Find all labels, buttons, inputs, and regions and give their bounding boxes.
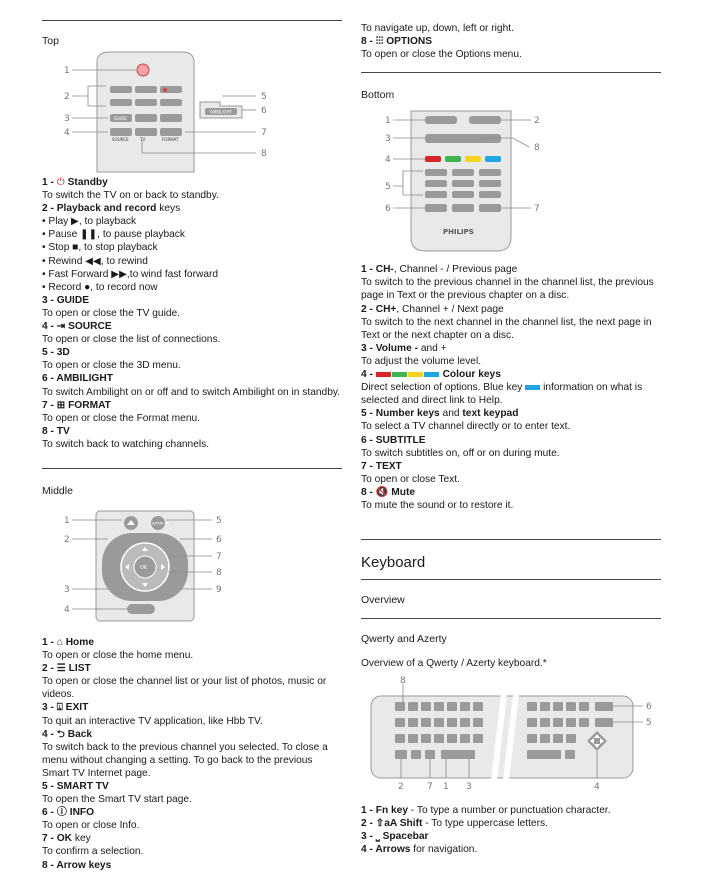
remote-middle-figure	[42, 509, 342, 633]
tv-key-label: TV	[140, 137, 146, 142]
middle-descriptions: 1 - ⌂ Home To open or close the home menu. 2 - ☰ LIST To open or close the channel list or your list of photos, music or videos. 3 - ⍗ EXIT To quit an interactive TV application, like Hbb TV. 4 - ⮌ Back To switch back to the previous channel you selected. To close a menu without changing a setting. To go back to the previous Smart TV Internet page. 5 - SMART TV To open the Smart TV start page. 6 - ⓘ INFO To open or close Info. 7 - OK key To confirm a selection. 8 - Arrow keys	[42, 636, 328, 871]
callout-4: 4	[64, 128, 70, 138]
blue-swatch	[424, 372, 439, 377]
divider	[361, 579, 661, 580]
blue-key-swatch	[525, 385, 540, 390]
divider	[361, 539, 661, 540]
svg-text:9: 9	[216, 584, 222, 595]
divider	[361, 72, 661, 73]
red-swatch	[376, 372, 391, 377]
divider	[361, 618, 661, 619]
bottom-heading: Bottom	[361, 89, 395, 102]
svg-text:2: 2	[64, 534, 70, 545]
callout-6: 6	[261, 106, 267, 116]
keyboard-figure	[361, 676, 661, 804]
yellow-swatch	[408, 372, 423, 377]
ambilight-key-label: AMBILIGHT	[210, 109, 233, 115]
callout-1: 1	[64, 66, 70, 76]
svg-text:8: 8	[400, 676, 406, 687]
svg-text:6: 6	[646, 702, 652, 713]
bullet-item: • Stop ■, to stop playback	[42, 242, 158, 254]
svg-text:4: 4	[594, 782, 600, 793]
svg-text:1: 1	[385, 116, 391, 127]
svg-text:4: 4	[64, 604, 70, 615]
remote-top-figure	[42, 50, 342, 174]
green-key	[445, 156, 461, 162]
svg-text:7: 7	[216, 551, 222, 562]
yellow-key	[465, 156, 481, 162]
bullet-item: • Pause ❚❚, to pause playback	[42, 229, 185, 241]
left-column	[42, 0, 342, 872]
ok-key-label: OK	[140, 564, 148, 571]
bottom-descriptions: 1 - CH-, Channel - / Previous page To switch to the previous channel in the channel list, the previous page in Text or the previous chapter on a disc. 2 - CH+, Channel + / Next page To switch to the next channel in the channel list, the next page in Text or the next chapter on a disc. 3 - Volume - and + To adjust the volume level. 4 - Colour keys Direct selection of options. Blue key information on what is selected and direct link to Help. 5 - Number keys and text keypad To select a TV channel directly or to enter text. 6 - SUBTITLE To switch subtitles on, off or on during mute. 7 - TEXT To open or close Text. 8 - 🔇 Mute To mute the sound or to restore it.	[361, 264, 654, 511]
source-key-label: SOURCE	[112, 137, 129, 142]
svg-text:5: 5	[646, 718, 652, 729]
divider	[42, 20, 342, 21]
svg-text:7: 7	[534, 204, 540, 215]
svg-text:3: 3	[466, 782, 472, 793]
svg-text:6: 6	[216, 534, 222, 545]
right-top-lines: To navigate up, down, left or right. 8 - ⫶⫶⫶ OPTIONS To open or close the Options menu.	[361, 23, 522, 61]
red-key	[425, 156, 441, 162]
blue-key	[485, 156, 501, 162]
keyboard-descriptions: 1 - Fn key - To type a number or punctuation character. 2 - ⇧aA Shift - To type uppercase letters. 3 - ⎵ Spacebar 4 - Arrows for navigation.	[361, 805, 611, 856]
smart-key-label: SMART TV	[152, 521, 170, 526]
svg-text:2: 2	[398, 782, 404, 793]
svg-text:5: 5	[385, 182, 391, 193]
svg-text:2: 2	[534, 116, 540, 127]
guide-key-label: GUIDE	[114, 116, 127, 121]
callout-8: 8	[261, 149, 267, 159]
overview-heading: Overview	[361, 594, 405, 607]
callout-3: 3	[64, 114, 70, 124]
svg-text:1: 1	[443, 782, 449, 793]
bullet-item: • Record ●, to record now	[42, 281, 158, 293]
format-key-label: FORMAT	[162, 137, 179, 142]
standby-icon: ⏻	[56, 177, 65, 188]
svg-text:8: 8	[216, 567, 222, 578]
top-descriptions: 1 - ⏻ Standby To switch the TV on or back to standby. 2 - Playback and record keys • Play ▶, to playback • Pause ❚❚, to pause playback • Stop ■, to stop playback • Rewind ◀◀, to rewind • Fast Forward ▶▶,to wind fast forward • Record ●, to record now 3 - GUIDE To open or close the TV guide. 4 - ⇥ SOURCE To open or close the list of connections. 5 - 3D To open or close the 3D menu. 6 - AMBILIGHT To switch Ambilight on or off and to switch Ambilight on in standby. 7 - ⊞ FORMAT To open or close the Format menu. 8 - TV To switch back to watching channels.	[42, 177, 341, 450]
callout-5: 5	[261, 92, 267, 102]
bullet-item: • Fast Forward ▶▶,to wind fast forward	[42, 268, 219, 280]
svg-text:1: 1	[64, 515, 70, 526]
qwerty-heading: Qwerty and Azerty	[361, 633, 447, 646]
svg-text:6: 6	[385, 204, 391, 215]
bullet-item: • Rewind ◀◀, to rewind	[42, 255, 148, 267]
divider	[42, 468, 342, 469]
svg-text:3: 3	[64, 584, 70, 595]
svg-text:5: 5	[216, 515, 222, 526]
right-column	[361, 0, 661, 857]
remote-bottom-figure	[361, 109, 661, 259]
keyboard-heading: Keyboard	[361, 554, 426, 572]
svg-text:3: 3	[385, 134, 391, 145]
svg-text:4: 4	[385, 155, 391, 166]
bullet-item: • Play ▶, to playback	[42, 216, 137, 228]
top-heading: Top	[42, 35, 59, 47]
svg-text:7: 7	[427, 782, 433, 793]
callout-2: 2	[64, 92, 70, 102]
callout-7: 7	[261, 128, 267, 138]
philips-logo: PHILIPS	[443, 228, 474, 237]
keyboard-intro: Overview of a Qwerty / Azerty keyboard.*	[361, 658, 547, 670]
green-swatch	[392, 372, 407, 377]
middle-heading: Middle	[42, 484, 73, 497]
svg-text:8: 8	[534, 143, 540, 154]
